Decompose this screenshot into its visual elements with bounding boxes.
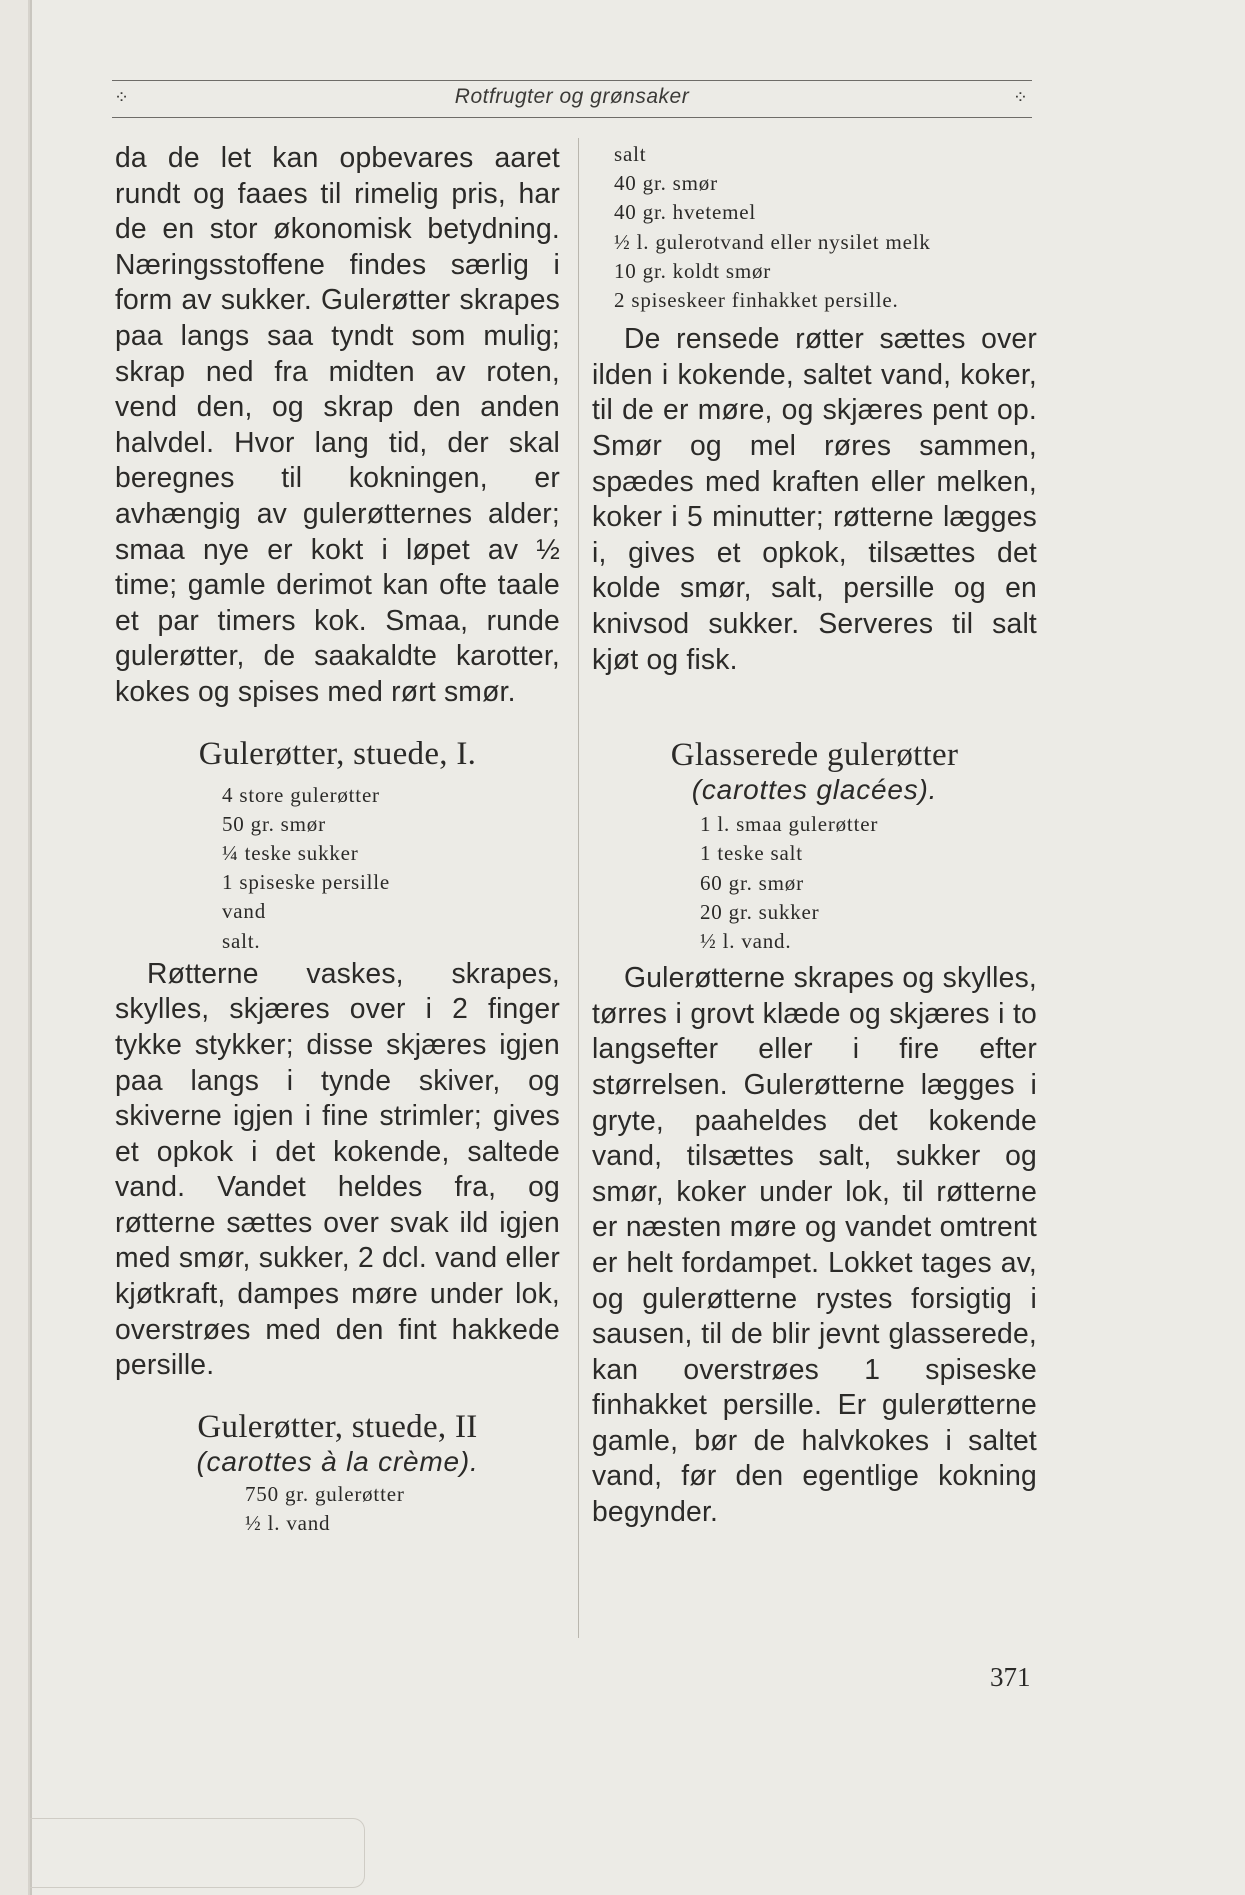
recipe3-method: Gulerøtterne skrapes og skylles, tørres i grovt klæde og skjæres i to langsefter eller i fire efter størrelsen. Gulerøtterne lægges i gryte, paaheldes det kokende vand, tilsættes salt, sukker og smør, koker under lok, til røtterne er næsten møre og vandet omtrent er helt fordampet. Lokket tages av, og gulerøtterne rystes forsigtig i sausen, til de blir jevnt glasserede, kan overstrøes 1 spiseske finhakket persille. Er gulerøtterne gamle, bør de halvkokes i saltet vand, før den egentlige kokning begynder. (592, 961, 1037, 1528)
ingredient: 50 gr. smør (222, 811, 326, 836)
ingredient: salt (614, 142, 647, 166)
ingredient: 1 spiseske persille (222, 870, 391, 895)
ingredient: 60 gr. smør (700, 870, 804, 895)
column-divider (578, 138, 579, 1638)
recipe1-ingredients (222, 781, 560, 956)
page-corner-mark (30, 1818, 365, 1888)
ingredient: ½ l. gulerotvand eller nysilet melk (614, 229, 931, 254)
ingredient: ½ l. vand (245, 1511, 331, 1536)
ingredient: 1 teske salt (700, 841, 803, 866)
header-title: Rotfrugter og grønsaker (454, 85, 690, 108)
ornament-left-icon: ⁘ (114, 87, 130, 107)
ingredient: 1 l. smaa gulerøtter (700, 812, 879, 837)
recipe3-ingredients (700, 810, 1037, 956)
recipe2-title: Gulerøtter, stuede, II (197, 1408, 478, 1445)
ingredient: ½ l. vand. (700, 928, 792, 953)
recipe1-title: Gulerøtter, stuede, I. (198, 735, 477, 772)
ingredient: ¼ teske sukker (222, 840, 359, 865)
ingredient: 20 gr. sukker (700, 899, 820, 924)
recipe1-method: Røtterne vaskes, skrapes, skylles, skjæres over i 2 finger tykke stykker; disse skjæres igjen paa langs i tynde skiver, og skiverne igjen i fine strimler; gives et opkok i det kokende, saltede vand. Vandet heldes fra, og røtterne sættes over svak ild igjen med smør, sukker, 2 dcl. vand eller kjøtkraft, dampes møre under lok, overstrøes med den fint hakkede persille. (115, 956, 560, 1381)
ingredient: 40 gr. smør (614, 171, 718, 196)
recipe2-ingredients (245, 1480, 560, 1538)
recipe2-ingredients-continued (614, 140, 1037, 315)
ornament-right-icon: ⁘ (1012, 87, 1028, 107)
ingredient: vand (222, 899, 267, 924)
intro-paragraph: da de let kan opbevares aaret rundt og faaes til rimelig pris, har de en stor økonomisk betydning. Næringsstoffene findes særlig i form av sukker. Gulerøtter skrapes paa langs saa tyndt som mulig; skrap ned fra midten av roten, vend den, og skrap den anden halvdel. Hvor lang tid, der skal beregnes til kokningen, er avhængig av gulerøtternes alder; smaa nye er kokt i løpet av ½ time; gamle derimot kan ofte taale et par timers kok. Smaa, runde gulerøtter, de saakaldte karotter, kokes og spises med rørt smør. (115, 141, 560, 707)
ingredient: 4 store gulerøtter (222, 782, 380, 807)
ingredient: salt. (222, 928, 261, 953)
recipe3-title: Glasserede gulerøtter (670, 737, 959, 774)
ingredient: 10 gr. koldt smør (614, 258, 772, 283)
recipe3-subtitle: (carottes glacées). (691, 774, 938, 806)
right-column (592, 140, 1037, 1530)
recipe2-method: De rensede røtter sættes over ilden i kokende, saltet vand, koker, til de er møre, og skjæres pent op. Smør og mel røres sammen, spædes med kraften eller melken, koker i 5 minutter; røtterne lægges i, gives et opkok, tilsættes det kolde smør, salt, persille og en knivsod sukker. Serveres til salt kjøt og fisk. (592, 322, 1037, 675)
page-number: 371 (990, 1662, 1031, 1692)
left-column (115, 140, 560, 1538)
ingredient: 40 gr. hvetemel (614, 200, 757, 225)
running-header (112, 80, 1032, 118)
ingredient: 2 spiseskeer finhakket persille. (614, 288, 899, 313)
recipe2-subtitle: (carottes à la crème). (196, 1445, 479, 1477)
ingredient: 750 gr. gulerøtter (245, 1481, 405, 1506)
